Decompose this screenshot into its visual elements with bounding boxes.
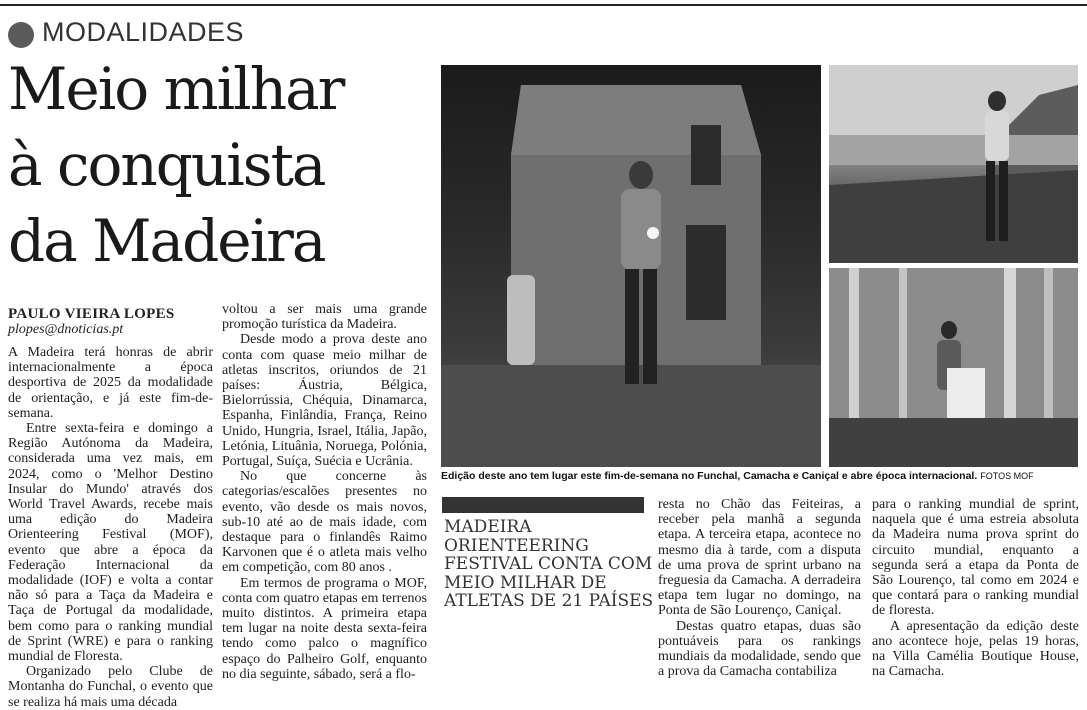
runner-head bbox=[941, 321, 957, 339]
circle-bullet-icon bbox=[8, 22, 34, 48]
control-flag bbox=[947, 368, 985, 418]
paragraph: A Madeira terá honras de abrir internacionalmente a época desportiva de 2025 da modalidade de orientação, e já este fim-de-semana. bbox=[8, 345, 213, 421]
paragraph: Em termos de programa o MOF, conta com quatro etapas em terrenos muito distintos. A primeira etapa tem lugar na noite desta sexta-feira tendo como palco o magnífico espaço do Palheiro Golf, enquanto no dia seguinte, sábado, será a flo- bbox=[222, 575, 427, 682]
tower-top bbox=[511, 85, 761, 155]
sea bbox=[829, 135, 1078, 165]
headline-line: à conquista bbox=[8, 131, 325, 199]
byline-author: PAULO VIEIRA LOPES bbox=[8, 306, 175, 322]
hillside bbox=[829, 170, 1078, 263]
headline-line: Meio milhar bbox=[8, 55, 344, 123]
photo-forest-illustration bbox=[829, 268, 1078, 467]
pullquote-line: ATLETAS DE 21 PAÍSES bbox=[444, 591, 654, 611]
paragraph: para o ranking mundial de sprint, naquela que é uma estreia absoluta da Madeira numa prova sprint do circuito mundial, enquanto a segunda será a etapa da Ponta de São Lourenço, tal como em 2024 e que contará para o ranking mundial de floresta. bbox=[872, 497, 1079, 619]
paragraph: Entre sexta-feira e domingo a Região Autónoma da Madeira, considerada uma vez mais, em 2024, como o 'Melhor Destino Insular do Mundo' através dos World Travel Awards, recebe mais uma edição do Madeira Orienteering Festival (MOF), evento que abre a época da Federação Internacional da modalidade (IOF) e volta a contar não só para a Taça da Madeira e Taça de Portugal da modalidade, bem como para o ranking mundial de Sprint (WRE) e para o ranking mundial de Floresta. bbox=[8, 421, 213, 665]
pullquote-line: FESTIVAL CONTA COM bbox=[444, 554, 653, 574]
photo-night-orienteer bbox=[441, 65, 821, 467]
paragraph: Desde modo a prova deste ano conta com quase meio milhar de atletas inscritos, oriundos de 21 países: Áustria, Bélgica, Bielorrússia, Chéquia, Dinamarca, Espanha, Finlândia, França, Reino Unido, Hungria, Israel, Itália, Japão, Letónia, Lituânia, Noruega, Polónia, Portugal, Suíça, Suécia e Ucrânia. bbox=[222, 332, 427, 470]
runner-head bbox=[629, 161, 653, 189]
paragraph: Organizado pelo Clube de Montanha do Funchal, o evento que se realiza há mais uma década bbox=[8, 664, 213, 710]
headline-line: da Madeira bbox=[8, 207, 325, 275]
photo-night-illustration bbox=[441, 65, 821, 467]
photo-caption bbox=[441, 470, 1081, 482]
background-person bbox=[507, 275, 535, 365]
paragraph: A apresentação da edição deste ano acontece hoje, pelas 19 horas, na Villa Camélia Boutique House, na Camacha. bbox=[872, 618, 1079, 680]
byline-email: plopes@dnoticias.pt bbox=[8, 322, 124, 337]
article-column-4 bbox=[872, 497, 1079, 682]
runner-leg bbox=[986, 161, 995, 241]
pullquote-line: ORIENTEERING bbox=[444, 535, 589, 556]
forest-floor bbox=[829, 418, 1078, 467]
article-column-3 bbox=[658, 497, 861, 682]
photo-credit: FOTOS MOF bbox=[980, 471, 1034, 481]
section-label: MODALIDADES bbox=[42, 17, 245, 47]
paragraph: voltou a ser mais uma grande promoção turística da Madeira. bbox=[222, 302, 427, 333]
caption-text: Edição deste ano tem lugar este fim-de-semana no Funchal, Camacha e Caniçal e abre época internacional. bbox=[441, 470, 978, 482]
photo-coast-illustration bbox=[829, 65, 1078, 263]
runner-leg bbox=[643, 269, 657, 384]
tower-window bbox=[686, 225, 726, 320]
top-rule bbox=[0, 4, 1087, 6]
article-column-2 bbox=[222, 302, 427, 682]
pullquote-line: MADEIRA bbox=[444, 517, 532, 537]
pullquote-line: MEIO MILHAR DE bbox=[444, 572, 607, 593]
runner-head bbox=[988, 91, 1006, 111]
tower-window bbox=[691, 125, 721, 185]
runner-leg bbox=[625, 269, 639, 384]
headlamp-light bbox=[647, 227, 659, 239]
pullquote bbox=[444, 517, 654, 611]
photo-coastal-runner bbox=[829, 65, 1078, 263]
headline bbox=[8, 55, 428, 288]
runner-body bbox=[985, 111, 1009, 161]
photo-forest-checkpoint bbox=[829, 268, 1078, 467]
runner-leg bbox=[999, 161, 1008, 241]
paragraph: No que concerne às categorias/escalões presentes no evento, vão desde os mais novos, sub-10 até ao de mais idade, com destaque para o finlandês Raimo Karvonen que é o atleta mais velho em competição, com 80 anos . bbox=[222, 469, 427, 576]
pullquote-bar bbox=[442, 497, 644, 513]
paragraph: Destas quatro etapas, duas são pontuáveis para os rankings mundiais da modalidade, sendo que a prova da Camacha contabiliza bbox=[658, 618, 861, 680]
article-column-1 bbox=[8, 345, 213, 710]
paragraph: resta no Chão das Feiteiras, a receber pela manhã a segunda etapa. A terceira etapa, acontece no mesmo dia à tarde, com a disputa de uma prova de sprint urbano na freguesia da Camacha. A derradeira etapa tem lugar no domingo, na Ponta de São Lourenço, Caniçal. bbox=[658, 497, 861, 619]
